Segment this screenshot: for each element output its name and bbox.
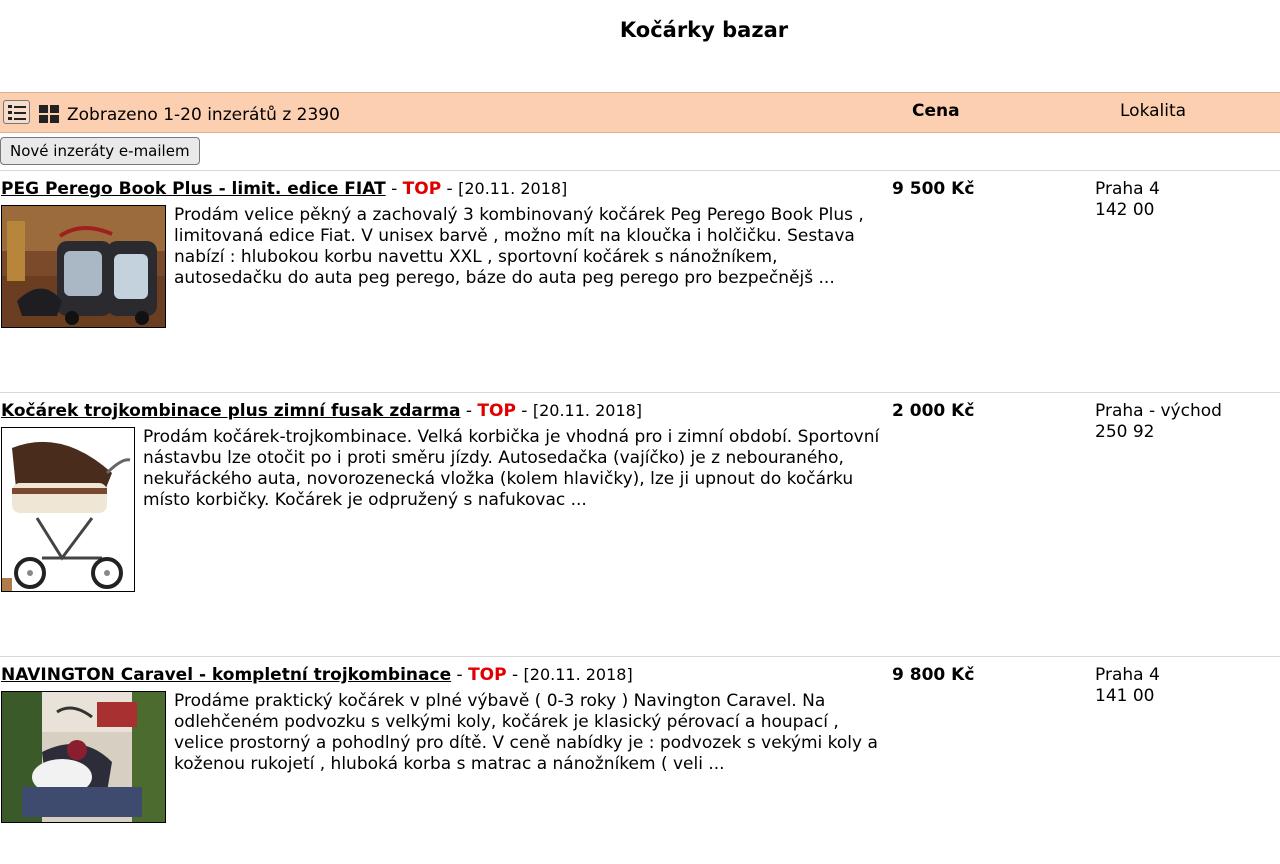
listing-photo[interactable] <box>1 205 166 328</box>
divider <box>0 656 1280 657</box>
divider <box>0 170 1280 171</box>
listing-price: 9 800 Kč <box>892 665 975 685</box>
listing-header: Kočárek trojkombinace plus zimní fusak zdarma - TOP - [20.11. 2018] <box>1 401 643 421</box>
listing-header: PEG Perego Book Plus - limit. edice FIAT - TOP - [20.11. 2018] <box>1 179 568 199</box>
listing-city: Praha 4 <box>1095 665 1160 685</box>
email-alerts-button[interactable]: Nové inzeráty e-mailem <box>0 137 200 165</box>
location-column-header[interactable]: Lokalita <box>1120 101 1187 121</box>
listing-zip: 141 00 <box>1095 686 1155 706</box>
listing-header: NAVINGTON Caravel - kompletní trojkombinace - TOP - [20.11. 2018] <box>1 665 633 685</box>
listing-zip: 250 92 <box>1095 422 1155 442</box>
listing-location <box>1095 179 1160 221</box>
listing-title-link[interactable]: NAVINGTON Caravel - kompletní trojkombinace <box>1 665 452 685</box>
grid-view-icon[interactable] <box>39 105 59 123</box>
listing-description: Prodáme praktický kočárek v plné výbavě ( 0-3 roky ) Navington Caravel. Na odlehčeném podvozku s velkými koly, kočárek je klasický pérovací a houpací , velice prostorný a pohodlný pro dítě. V ceně nabídky je : podvozek s vekými koly a koženou rukojetí , hluboká korba s matrac a nánožníkem ( veli ... <box>174 691 878 774</box>
listing-title-link[interactable]: Kočárek trojkombinace plus zimní fusak zdarma <box>1 401 461 421</box>
listing-city: Praha 4 <box>1095 179 1160 199</box>
listing-photo[interactable] <box>1 691 166 823</box>
top-badge: TOP <box>468 665 507 685</box>
price-column-header[interactable]: Cena <box>912 101 960 121</box>
listing-item <box>0 401 1280 651</box>
listing-title-link[interactable]: PEG Perego Book Plus - limit. edice FIAT <box>1 179 386 199</box>
listing-location <box>1095 665 1160 707</box>
listing-item <box>0 665 1280 855</box>
result-count: Zobrazeno 1-20 inzerátů z 2390 <box>67 105 340 125</box>
listing-date: [20.11. 2018] <box>458 179 568 198</box>
listing-photo[interactable] <box>1 427 135 592</box>
listing-location <box>1095 401 1222 443</box>
listing-description: Prodám kočárek-trojkombinace. Velká korbička je vhodná pro i zimní období. Sportovní nástavbu lze otočit po i proti směru jízdy. Autosedačka (vajíčko) je z nebouraného, nekuřáckého auta, novorozenecká vložka (kolem hlavičky), lze ji upnout do kočárku místo korbičky. Kočárek je odpružený s nafukovac ... <box>143 427 880 510</box>
listing-date: [20.11. 2018] <box>532 401 643 420</box>
listing-price: 9 500 Kč <box>892 179 975 199</box>
listing-zip: 142 00 <box>1095 200 1155 220</box>
listing-city: Praha - východ <box>1095 401 1222 421</box>
page-title: Kočárky bazar <box>619 18 789 42</box>
list-view-icon[interactable] <box>3 100 30 124</box>
divider <box>0 392 1280 393</box>
listing-toolbar <box>0 92 1280 133</box>
listing-price: 2 000 Kč <box>892 401 975 421</box>
top-badge: TOP <box>402 179 442 199</box>
listing-description: Prodám velice pěkný a zachovalý 3 kombinovaný kočárek Peg Perego Book Plus , limitovaná edice Fiat. V unisex barvě , možno mít na kloučka i holčičku. Sestava nabízí : hlubokou korbu navettu XXL , sportovní kočárek s nánožníkem, autosedačku do auta peg perego, báze do auta peg perego pro bezpečnějš ... <box>174 205 864 288</box>
listing-date: [20.11. 2018] <box>523 665 633 684</box>
top-badge: TOP <box>477 401 516 421</box>
listing-item <box>0 179 1280 389</box>
